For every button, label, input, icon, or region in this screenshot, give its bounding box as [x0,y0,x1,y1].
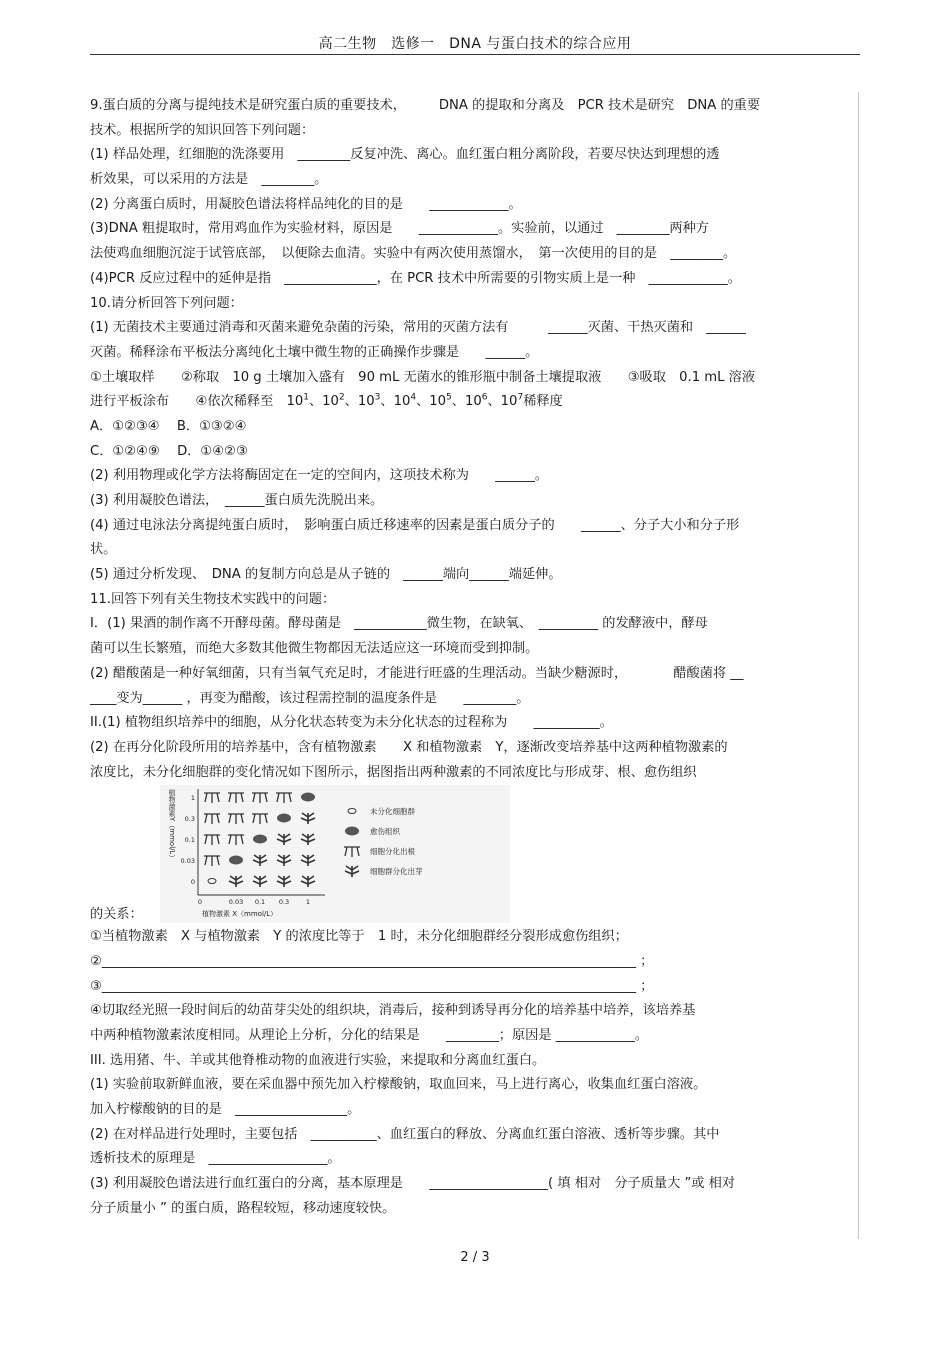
text-b-line-3: (2) 利用物理或化学方法将酶固定在一定的空间内，这项技术称为 ______。 [90,468,549,484]
text-a-line-9: 10.请分析回答下列问题： [90,295,243,311]
y-axis-label: 植物激素Y（mmol/L） [168,789,176,862]
dilution-power: $10^4$、 [393,392,430,410]
x-tick-label: 0.3 [278,898,290,907]
y-tick-label: 0 [190,878,195,887]
text-c-line-6: III. 选用猪、牛、羊或其他脊椎动物的血液进行实验，来提取和分离血红蛋白。 [90,1052,546,1068]
dilution-power: $10^3$、 [357,392,394,410]
text-c-line-4: ④切取经光照一段时间后的幼苗芽尖处的组织块，消毒后，接种到诱导再分化的培养基中培养，该培养基 [90,1003,696,1019]
text-c-line-9: (2) 在对样品进行处理时，主要包括 __________、血红蛋白的释放、分离血红蛋白溶液、透析等步骤。其中 [90,1126,720,1142]
cell-callus [277,814,291,823]
text-b-line-5: (4) 通过电泳法分离提纯蛋白质时， 影响蛋白质迁移速率的因素是蛋白质分子的 ______、分子大小和分子形 [90,517,740,533]
text-a-line-6: (3)DNA 粗提取时，常用鸡血作为实验材料，原因是 ____________。实验前，以通过 ________两种方 [90,221,709,237]
header-rule [90,54,860,55]
y-tick-label: 0.03 [180,857,195,866]
x-axis-label: 植物激素 X（mmol/L） [202,910,278,919]
figure-caption: 的关系： [90,907,143,923]
cell-callus [345,827,359,836]
text-b-line-15: 浓度比，未分化细胞群的变化情况如下图所示，据图指出两种激素的不同浓度比与形成芽、根、愈伤组织 [90,764,697,780]
x-tick-label: 1 [305,898,311,907]
cell-callus [229,856,243,865]
questions-10-11-part2 [90,415,860,785]
text-c-line-10: 透析技术的原理是 __________________。 [90,1151,341,1167]
dilution-power: $10^1$、 [286,392,323,410]
text-b-line-2: C．①②④⑨ D．①④②③ [90,443,248,459]
text-a-line-1: 9.蛋白质的分离与提纯技术是研究蛋白质的重要技术， DNA 的提取和分离及 PCR 技术是研究 DNA 的重要 [90,98,761,113]
dilution-power: $10^6$、 [464,392,501,410]
hormone-figure-block [90,785,860,925]
text-c-line-11: (3) 利用凝胶色谱法进行血红蛋白的分离，基本原理是 __________________( 填 相对 分子质量大 ”或 相对 [90,1176,736,1192]
dilution-lead: 进行平板涂布 ④依次稀释至 [90,394,287,410]
text-a-line-5: (2) 分离蛋白质时，用凝胶色谱法将样品纯化的目的是 ____________。 [90,196,522,212]
y-tick-label: 0.3 [184,815,195,824]
cell-callus [253,835,267,844]
x-tick-label: 0 [197,898,203,907]
text-b-line-14: (2) 在再分化阶段所用的培养基中，含有植物激素 X 和植物激素 Y，逐渐改变培养基中这两种植物激素的 [90,739,728,755]
text-b-line-11: (2) 醋酸菌是一种好氧细菌，只有当氧气充足时，才能进行旺盛的生理活动。当缺少糖源时， 醋酸菌将 __ [90,665,744,681]
text-a-line-12: ①土壤取样 ②称取 10 g 土壤加入盛有 90 mL 无菌水的锥形瓶中制备土壤提取液 ③吸取 0.1 mL 溶液 [90,369,756,385]
text-a-line-3: (1) 样品处理，红细胞的洗涤要用 ________反复冲洗、离心。血红蛋白粗分离阶段，若要尽快达到理想的透 [90,147,720,163]
legend-label: 细胞群分化出芽 [370,867,423,877]
text-b-line-12: ____变为______ ，再变为醋酸，该过程需控制的温度条件是 ________。 [90,690,530,706]
legend-label: 细胞分化出根 [370,847,415,857]
text-b-line-7: (5) 通过分析发现、 DNA 的复制方向总是从子链的 ______端向______端延伸。 [90,567,562,583]
text-c-line-1: ①当植物激素 X 与植物激素 Y 的浓度比等于 1 时，未分化细胞群经分裂形成愈伤组织； [90,929,628,945]
legend-label: 愈伤组织 [370,827,400,837]
x-tick-label: 0.1 [254,898,266,907]
dilution-tail: 稀释度 [523,394,563,410]
text-a-line-10: (1) 无菌技术主要通过消毒和灭菌来避免杂菌的污染，常用的灭菌方法有 ______灭菌、干热灭菌和 ______ [90,320,746,336]
cell-callus [301,793,315,802]
text-a-line-4: 析效果，可以采用的方法是 ________。 [90,172,328,188]
page-header: 高二生物 选修一 DNA 与蛋白技术的综合应用 [318,36,632,52]
y-tick-label: 1 [190,794,195,803]
page-number: 2 / 3 [460,1250,490,1265]
text-b-line-6: 状。 [90,542,117,558]
worksheet-body [90,94,860,1222]
text-b-line-8: 11.回答下列有关生物技术实践中的问题： [90,591,336,607]
dilution-power: $10^7$ [500,392,524,410]
text-c-line-12: 分子质量小 ” 的蛋白质，路程较短，移动速度较快。 [90,1200,396,1216]
hormone-ratio-figure [160,785,510,923]
text-a-line-7: 法使鸡血细胞沉淀于试管底部， 以便除去血清。实验中有两次使用蒸馏水， 第一次使用的目的是 ________。 [90,246,737,262]
x-tick-label: 0.03 [228,898,244,907]
dilution-power: $10^2$、 [322,392,358,410]
text-b-line-1: A．①②③④ B．①③②④ [90,418,247,434]
text-a-line-8: (4)PCR 反应过程中的延伸是指 ______________，在 PCR 技术中所需要的引物实质上是一种 ____________。 [90,270,741,286]
dilution-line [90,390,860,415]
questions-11-part3 [90,925,860,1221]
text-c-line-3: ③_________________________________________________________________________________ ； [90,978,654,994]
text-a-line-2: 技术。根据所学的知识回答下列问题： [90,122,315,138]
dilution-power: $10^5$、 [429,392,465,410]
y-tick-label: 0.1 [184,836,195,845]
text-c-line-2: ②_________________________________________________________________________________ ； [90,953,654,969]
text-c-line-5: 中两种植物激素浓度相同。从理论上分析，分化的结果是 ________；原因是 ____________。 [90,1028,649,1043]
questions-9-10-part1 [90,94,860,390]
legend-label: 未分化细胞群 [370,807,415,817]
text-c-line-7: (1) 实验前取新鲜血液，要在采血器中预先加入柠檬酸钠，取血回来，马上进行离心，收集血红蛋白溶液。 [90,1077,707,1093]
figure-background [160,785,510,923]
text-a-line-11: 灭菌。稀释涂布平板法分离纯化土壤中微生物的正确操作步骤是 ______。 [90,344,539,360]
text-b-line-10: 菌可以生长繁殖，而绝大多数其他微生物都因无法适应这一环境而受到抑制。 [90,641,539,657]
text-b-line-4: (3) 利用凝胶色谱法， ______蛋白质先洗脱出来。 [90,493,384,508]
text-c-line-8: 加入柠檬酸钠的目的是 _________________。 [90,1102,361,1118]
dilution-series [286,394,523,409]
text-b-line-9: I．(1) 果酒的制作离不开酵母菌。酵母菌是 ___________微生物，在缺氧、 _________ 的发酵液中，酵母 [90,616,708,632]
text-b-line-13: II.(1) 植物组织培养中的细胞，从分化状态转变为未分化状态的过程称为 __________。 [90,715,613,731]
